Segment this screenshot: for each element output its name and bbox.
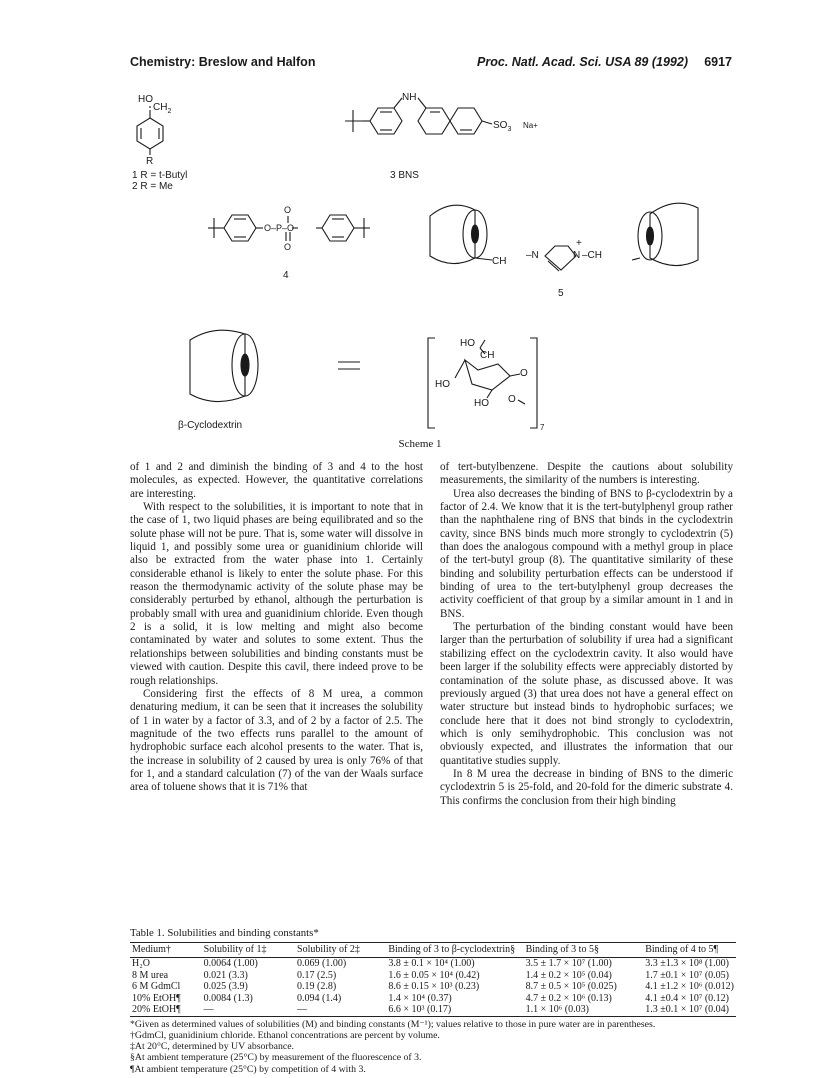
paragraph: In 8 M urea the decrease in binding of BNS to the dimeric cyclodextrin 5 is 25-fold, and 20-fold for the dimeric substrate 4. This confirms the conclusion from their high binding [440,767,733,807]
bns-na: Na+ [523,121,538,130]
table-row [130,970,736,982]
table-cell: 3.8 ± 0.1 × 10⁴ (1.00) [388,958,475,969]
c5-plus: + [576,238,582,249]
footnote: §At ambient temperature (25°C) by measurement of the fluorescence of 3. [130,1052,422,1064]
body-column-right [440,461,733,808]
glu-ho3: HO [474,398,489,409]
body-column-left [130,461,423,795]
table-cell: H₂O [132,958,150,969]
table-cell: 8.6 ± 0.15 × 10³ (0.23) [388,981,480,992]
table-cell: 0.021 (3.3) [203,969,248,981]
table-cell: 4.7 ± 0.2 × 10⁶ (0.13) [525,992,612,1004]
c5-ch2-right: –CH [582,250,603,261]
c5-ch2-left: CH [492,256,507,267]
data-table [130,942,736,1017]
table-cell: 1.3 ±0.1 × 10⁷ (0.04) [643,1004,736,1016]
compound-2-label: 2 R = Me [132,181,173,192]
table-cell: 6.6 × 10³ (0.17) [386,1004,523,1016]
glu-subscript: 7 [540,423,545,432]
table-cell: — [202,1004,295,1016]
scheme-caption: Scheme 1 [398,438,442,450]
col-header: Binding of 4 to 5¶ [643,943,736,957]
table-cell: 0.17 (2.5) [297,969,337,981]
table-cell: 0.094 (1.4) [297,992,342,1004]
table-cell: 1.4 × 10⁴ (0.37) [388,992,452,1004]
header-authors: Chemistry: Breslow and Halfon [130,55,316,69]
table-cell: 10% EtOH¶ [132,992,181,1004]
table-cell: 3.5 ± 1.7 × 10⁷ (1.00) [525,958,612,969]
table-row [130,1004,736,1016]
table-header-row [130,943,736,957]
scheme-1-figure [130,78,735,463]
compound-4-label: 4 [283,270,289,281]
table-cell: 0.0064 (1.00) [203,958,258,969]
col-header: Binding of 3 to β-cyclodextrin§ [386,943,523,957]
c1-ho: HO [138,94,153,105]
c4-o-top: O [284,205,292,215]
table-cell: 1.7 ±0.1 × 10⁷ (0.05) [645,969,729,981]
table-cell: 4.1 ±1.2 × 10⁶ (0.012) [645,981,734,992]
paragraph: With respect to the solubilities, it is important to note that in the case of 1, two liquid phases are being equilibrated and so the solute phase will not be pure. That is, some water will dissolve in liquid 1, and possibly some urea or guanidinium chloride will also be extracted from the water phase into 1. Certainly considerable ethanol is likely to enter the solute phase. For this reason the thermodynamic activity of the solute phase may be considerably perturbed by ethanol, although the perturbation is probably small with urea and guanidinium chloride. Even though 2 is a solid, it is low melting and might also become contaminated by water and solutes to some extent. Thus the relationships between solubilities and binding constants must be viewed with caution. Despite this cavil, there indeed prove to be rough relationships. [130,501,423,687]
c1-r: R [146,156,154,167]
table-cell: 8.7 ± 0.5 × 10⁵ (0.025) [525,981,617,992]
beta-cyclodextrin-label: β-Cyclodextrin [178,420,243,431]
c4-p: O–P–O [264,223,295,233]
table-cell: 4.1 ±0.4 × 10⁷ (0.12) [645,992,729,1004]
col-header: Medium† [130,943,202,957]
footnote: *Given as determined values of solubilities (M) and binding constants (M⁻¹); values relative to those in pure water are in parentheses. [130,1018,656,1030]
c1-ch2: $CH_2$ [153,102,172,115]
c4-o-bot: O [284,242,292,252]
glu-ho2: HO [435,379,450,390]
table-cell: 1.6 ± 0.05 × 10⁴ (0.42) [388,969,480,981]
table-footnotes [130,1019,736,1075]
bns-nh: NH [402,92,417,103]
paragraph: Urea also decreases the binding of BNS to β-cyclodextrin by a factor of 2.4. We know that it is the tert-butylphenyl group rather than the naphthalene ring of BNS that binds in the cyclodextrin cavity, since BNS binds much more strongly to cyclodextrin (5) than does the analogous compound with a methyl group in place of the tert-butyl group (8). The quantitative similarity of these binding and solubility perturbation effects can be understood if binding of urea to the tert-butylphenyl group decreases the activity coefficient of that group by a similar amount in 1 and in BNS. [440,487,733,620]
c5-n1: –N [526,250,539,261]
glu-o1: O [520,368,528,379]
table-1 [130,927,736,1075]
col-header: Solubility of 2‡ [295,943,386,957]
table-cell: 0.0084 (1.3) [203,992,253,1004]
table-cell: 3.3 ±1.3 × 10⁸ (1.00) [645,958,729,969]
table-cell: — [295,1004,386,1016]
compound-3-label: 3 BNS [390,170,419,181]
bns-so3: $SO_3$ [493,120,512,133]
page-number: 6917 [704,55,732,69]
footnote: ‡At 20°C, determined by UV absorbance. [130,1041,294,1053]
table-cell: 0.19 (2.8) [297,981,337,992]
compound-5-label: 5 [558,288,564,299]
compound-1-label: 1 R = t-Butyl [132,170,188,181]
col-header: Solubility of 1‡ [202,943,295,957]
glu-ch2: CH [480,350,495,361]
header-journal: Proc. Natl. Acad. Sci. USA 89 (1992) [477,55,688,69]
footnote: †GdmCl, guanidinium chloride. Ethanol concentrations are percent by volume. [130,1029,440,1041]
paragraph: Considering first the effects of 8 M urea, a common denaturing medium, it can be seen that it increases the solubility of 1 in water by a factor of 3.3, and of 2 by a factor of 2.5. The magnitude of the two effects runs parallel to the amount of hydrophobic surface each alcohol presents to the water. That is, the increase in solubility of 2 caused by urea is only 76% of that for 1, and a standard calculation (7) of the van der Waals surface area of toluene shows that it is 71% that [130,687,423,794]
table-row [130,981,736,993]
paragraph: of 1 and 2 and diminish the binding of 3 and 4 to the host molecules, as expected. However, the quantitative correlations are interesting. [130,461,423,500]
table-cell: 0.069 (1.00) [297,958,347,969]
scheme-structures [130,78,735,463]
table-cell: 0.025 (3.9) [203,981,248,992]
footnote: ¶At ambient temperature (25°C) by competition of 4 with 3. [130,1063,366,1075]
table-row [130,958,736,970]
table-title: Table 1. Solubilities and binding constants* [130,927,319,939]
table-cell: 1.1 × 10⁶ (0.03) [524,1004,644,1016]
table-cell: 20% EtOH¶ [130,1004,202,1016]
table-cell: 1.4 ± 0.2 × 10⁵ (0.04) [525,969,612,981]
glu-o2: O [508,394,516,405]
running-header [130,55,732,75]
table-cell: 8 M urea [132,969,169,981]
table-cell: 6 M GdmCl [132,981,181,992]
col-header: Binding of 3 to 5§ [524,943,644,957]
paragraph: of tert-butylbenzene. Despite the cautions about solubility measurements, the similarity of the numbers is interesting. [440,461,733,487]
glu-ho1: HO [460,338,475,349]
paragraph: The perturbation of the binding constant would have been larger than the perturbation of solubility if urea had a significant stabilizing effect on the cyclodextrin cavity. It also would have been larger if the solubility effects were appreciably distorted by contamination of the solute phase, as discussed above. It was previously argued (3) that urea does not have a general effect on water structure but instead binds to hydrophobic surfaces; we conclude here that it does not bind strongly to cyclodextrin, which is only semihydrophobic. This conclusion was not obviously expected, and illustrates the information that our quantitative studies supply. [440,621,733,767]
table-row [130,993,736,1005]
c5-n2: N [573,250,581,261]
